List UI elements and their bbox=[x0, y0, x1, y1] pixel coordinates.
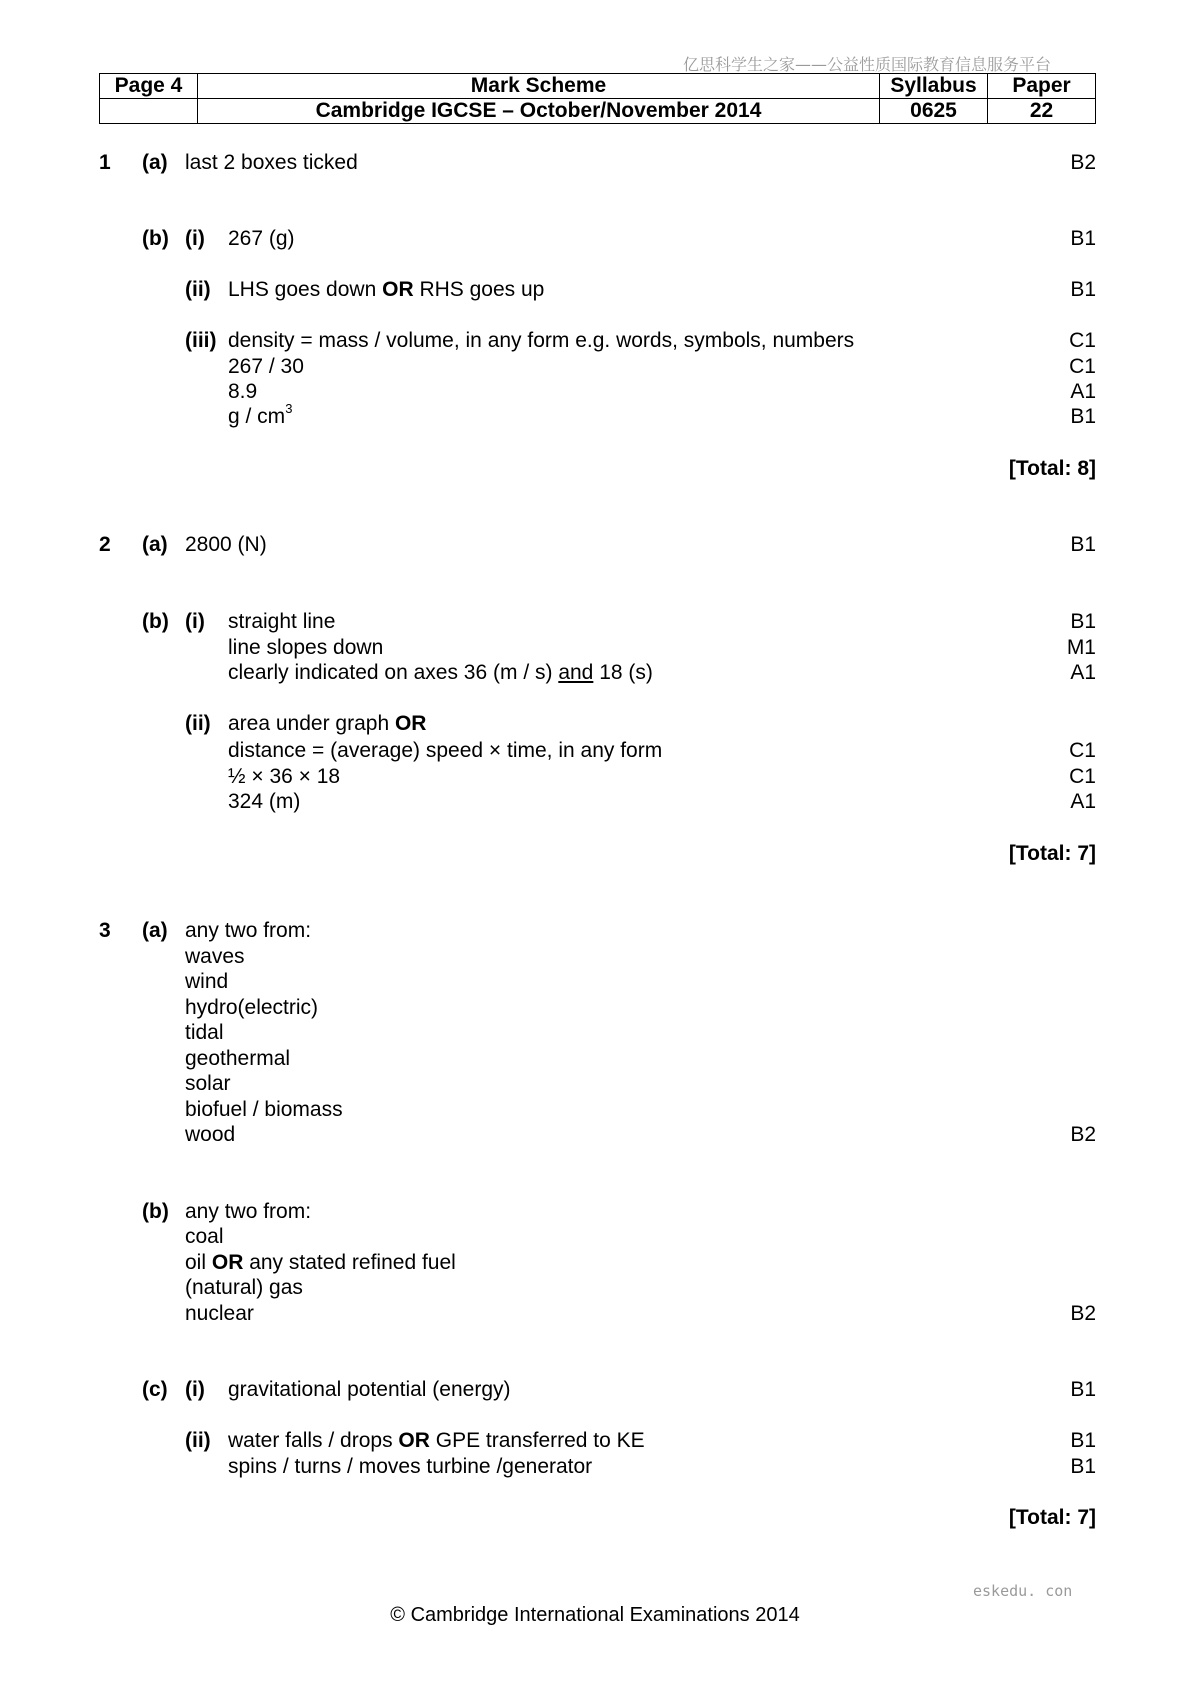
list-item: solar bbox=[185, 1072, 231, 1095]
header-table bbox=[99, 73, 1096, 124]
mark: C1 bbox=[1069, 765, 1096, 788]
part-label: (b) bbox=[142, 1200, 169, 1223]
answer-text: g / $cm^3$ bbox=[228, 401, 293, 428]
header-blank-cell bbox=[100, 99, 198, 124]
question-total: [Total: 7] bbox=[1008, 1506, 1096, 1529]
paper-value: 22 bbox=[988, 99, 1096, 124]
mark: M1 bbox=[1066, 636, 1096, 659]
syllabus-value: 0625 bbox=[880, 99, 988, 124]
question-number: 1 bbox=[99, 151, 111, 174]
list-item: hydro(electric) bbox=[185, 996, 319, 1019]
answer-text: any two from: bbox=[185, 1200, 312, 1223]
mark: B1 bbox=[1070, 227, 1096, 250]
list-item: biofuel / biomass bbox=[185, 1098, 343, 1121]
mark: B1 bbox=[1070, 533, 1096, 556]
list-item: (natural) gas bbox=[185, 1276, 303, 1299]
answer-text: spins / turns / moves turbine /generator bbox=[228, 1455, 593, 1478]
answer-text: water falls / drops OR GPE transferred to KE bbox=[228, 1429, 645, 1452]
part-label: (a) bbox=[142, 151, 168, 174]
paper-label: Paper bbox=[988, 74, 1096, 99]
site-watermark: eskedu. con bbox=[973, 1582, 1073, 1600]
answer-text: density = mass / volume, in any form e.g. words, symbols, numbers bbox=[228, 329, 855, 352]
mark: B1 bbox=[1070, 405, 1096, 428]
mark: B1 bbox=[1070, 610, 1096, 633]
mark: A1 bbox=[1070, 380, 1096, 403]
part-label: (a) bbox=[142, 919, 168, 942]
header-subtitle: Cambridge IGCSE – October/November 2014 bbox=[198, 99, 880, 124]
answer-text: line slopes down bbox=[228, 636, 384, 659]
part-label: (c) bbox=[142, 1378, 168, 1401]
answer-text: straight line bbox=[228, 610, 336, 633]
list-item: wind bbox=[185, 970, 229, 993]
question-total: [Total: 8] bbox=[1008, 457, 1096, 480]
list-item: tidal bbox=[185, 1021, 224, 1044]
list-item: nuclear bbox=[185, 1302, 254, 1325]
answer-text: clearly indicated on axes 36 (m / s) and 18 (s) bbox=[228, 661, 653, 684]
mark: B1 bbox=[1070, 1378, 1096, 1401]
answer-text: 267 (g) bbox=[228, 227, 295, 250]
question-number: 3 bbox=[99, 919, 111, 942]
answer-text: LHS goes down OR RHS goes up bbox=[228, 278, 545, 301]
mark: C1 bbox=[1069, 739, 1096, 762]
mark: B1 bbox=[1070, 1429, 1096, 1452]
subpart-label: (i) bbox=[185, 227, 205, 250]
answer-text: area under graph OR bbox=[228, 712, 427, 735]
answer-text: 324 (m) bbox=[228, 790, 301, 813]
mark: B2 bbox=[1070, 1302, 1096, 1325]
answer-text: 2800 (N) bbox=[185, 533, 267, 556]
answer-text: 8.9 bbox=[228, 380, 258, 403]
part-label: (b) bbox=[142, 610, 169, 633]
answer-text: 267 / 30 bbox=[228, 355, 304, 378]
mark: B1 bbox=[1070, 278, 1096, 301]
mark: B2 bbox=[1070, 151, 1096, 174]
subpart-label: (iii) bbox=[185, 329, 217, 352]
answer-text: last 2 boxes ticked bbox=[185, 151, 358, 174]
mark: B2 bbox=[1070, 1123, 1096, 1146]
mark: C1 bbox=[1069, 329, 1096, 352]
subpart-label: (i) bbox=[185, 610, 205, 633]
question-number: 2 bbox=[99, 533, 111, 556]
answer-text: distance = (average) speed × time, in any form bbox=[228, 739, 663, 762]
syllabus-label: Syllabus bbox=[880, 74, 988, 99]
question-total: [Total: 7] bbox=[1008, 842, 1096, 865]
mark: C1 bbox=[1069, 355, 1096, 378]
page-number: Page 4 bbox=[100, 74, 198, 99]
watermark-text: 亿思科学生之家——公益性质国际教育信息服务平台 bbox=[683, 55, 1052, 74]
list-item: coal bbox=[185, 1225, 224, 1248]
list-item: wood bbox=[185, 1123, 236, 1146]
list-item: waves bbox=[185, 945, 245, 968]
copyright-footer: © Cambridge International Examinations 2014 bbox=[390, 1604, 800, 1626]
subpart-label: (ii) bbox=[185, 712, 211, 735]
part-label: (a) bbox=[142, 533, 168, 556]
list-item: geothermal bbox=[185, 1047, 291, 1070]
part-label: (b) bbox=[142, 227, 169, 250]
mark: A1 bbox=[1070, 661, 1096, 684]
mark: A1 bbox=[1070, 790, 1096, 813]
answer-text: gravitational potential (energy) bbox=[228, 1378, 511, 1401]
answer-text: any two from: bbox=[185, 919, 312, 942]
subpart-label: (i) bbox=[185, 1378, 205, 1401]
subpart-label: (ii) bbox=[185, 278, 211, 301]
answer-text: ½ × 36 × 18 bbox=[228, 765, 341, 788]
header-title: Mark Scheme bbox=[198, 74, 880, 99]
subpart-label: (ii) bbox=[185, 1429, 211, 1452]
list-item: oil OR any stated refined fuel bbox=[185, 1251, 456, 1274]
mark: B1 bbox=[1070, 1455, 1096, 1478]
